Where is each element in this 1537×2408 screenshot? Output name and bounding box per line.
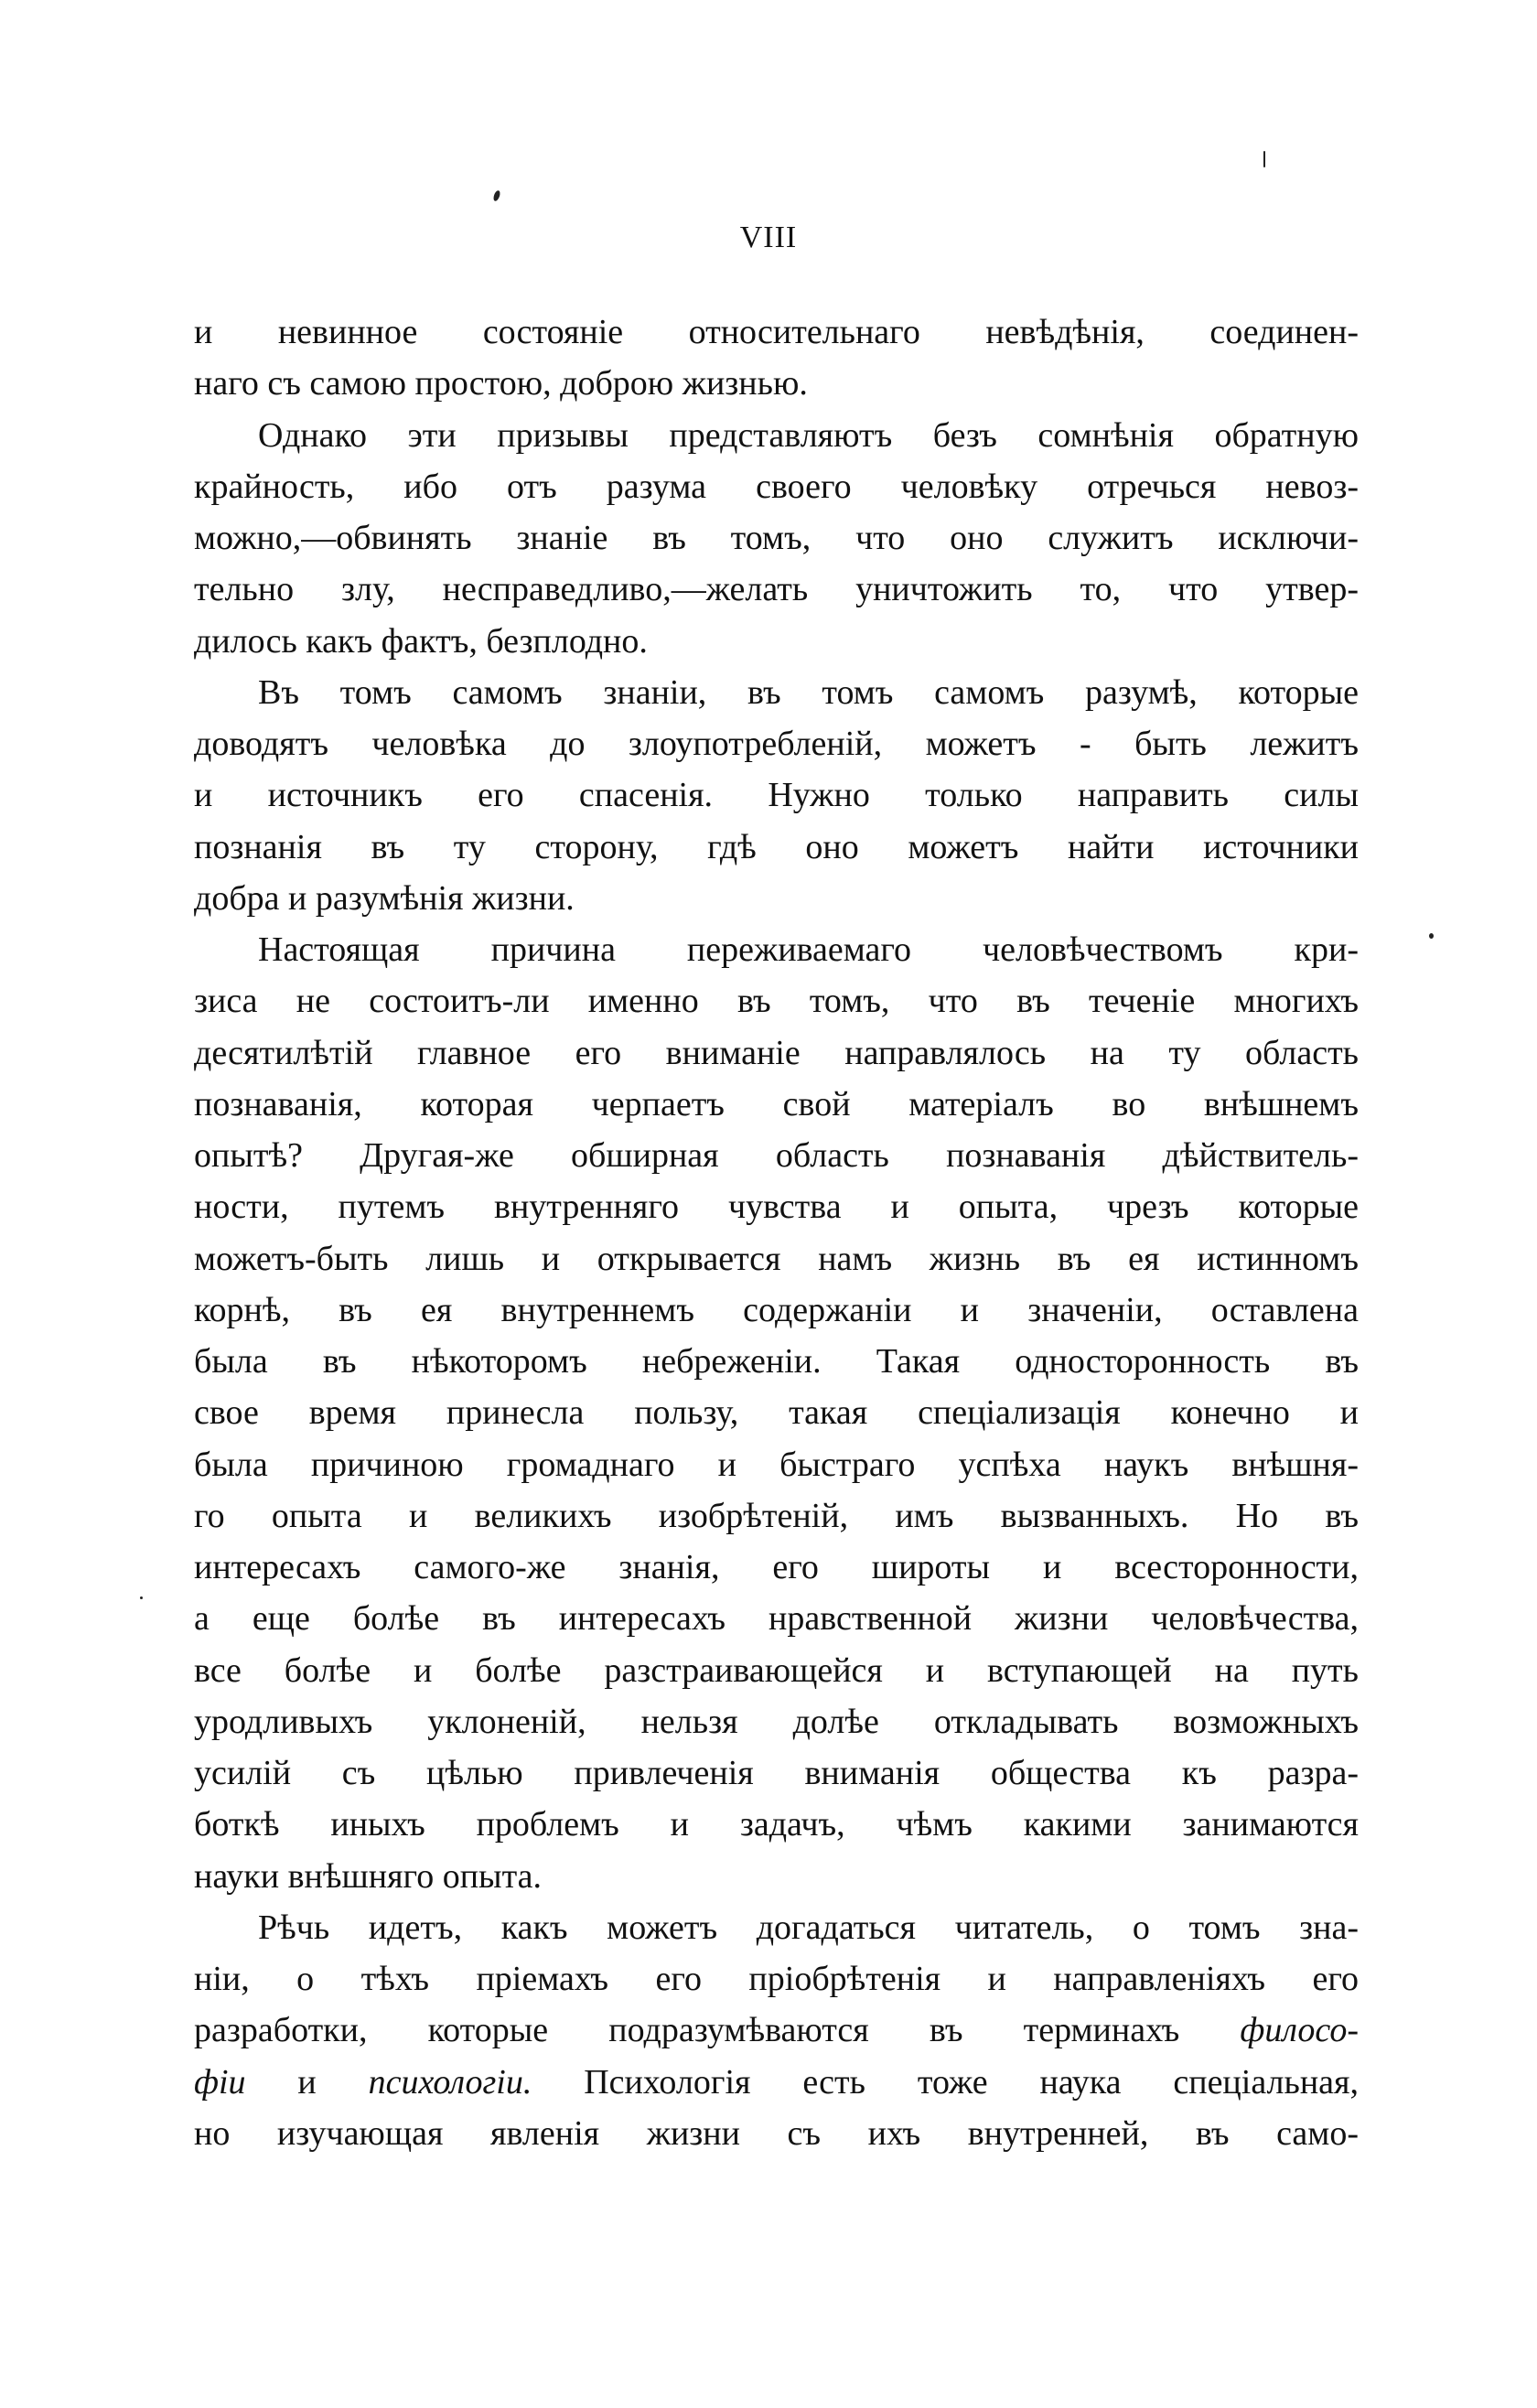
text-line: интересахъ самого-же знанiя, его широты и всесторонности, [194,1548,1359,1586]
text-line: и невинное состоянiе относительнаго невѣдѣнiя, соединен- [194,313,1359,351]
scan-speck [140,1596,143,1599]
italic-term-philosophy-end: фiи [194,2062,246,2102]
text-line: уродливыхъ уклоненiй, нельзя долѣе откладывать возможныхъ [194,1702,1359,1741]
italic-term-psychology: психологiи. [368,2062,532,2102]
text-line: тельно злу, несправедливо,—желать уничтожить то, что утвер- [194,570,1359,609]
text-line: можетъ-быть лишь и открывается намъ жизнь въ ея истинномъ [194,1239,1359,1278]
text-line: познанiя въ ту сторону, гдѣ оно можетъ найти источники [194,827,1359,866]
paragraph-1 [194,306,1359,410]
text-line: опытѣ? Другая-же обширная область познаванiя дѣйствитель- [194,1136,1359,1175]
text-line: наго съ самою простою, доброю жизнью. [194,364,808,403]
text-line: усилiй съ цѣлью привлеченiя вниманiя общества къ разра- [194,1754,1359,1792]
text-line: ности, путемъ внутренняго чувства и опыта, чрезъ которые [194,1188,1359,1227]
text-line: добра и разумѣнiя жизни. [194,878,575,918]
text-line: свое время принесла пользу, такая спецiализацiя конечно и [194,1393,1359,1433]
scan-speck [492,189,501,201]
scan-speck [1263,151,1265,167]
paragraph-3 [194,667,1359,924]
text-line: нiи, о тѣхъ прiемахъ его прiобрѣтенiя и направленiяхъ его [194,1960,1359,1998]
text-line: доводятъ человѣка до злоупотребленiй, можетъ - быть лежитъ [194,725,1359,763]
text-line: Въ томъ самомъ знанiи, въ томъ самомъ разумѣ, которые [258,672,1359,712]
text-line: Рѣчь идетъ, какъ можетъ догадаться читатель, о томъ зна- [258,1908,1359,1947]
text-line [194,2057,1359,2108]
text-line: а еще болѣе въ интересахъ нравственной жизни человѣчества, [194,1599,1359,1639]
text-line: Однако эти призывы представляютъ безъ сомнѣнiя обратную [258,415,1359,455]
text-line: корнѣ, въ ея внутреннемъ содержанiи и значенiи, оставлена [194,1290,1359,1329]
text-line: го опыта и великихъ изобрѣтенiй, имъ вызванныхъ. Но въ [194,1496,1359,1535]
text-line: десятилѣтiй главное его вниманiе направлялось на ту область [194,1033,1359,1072]
text-segment: разработки, которые подразумѣваются въ терминахъ [194,2011,1180,2050]
italic-term-philosophy: филосо- [1240,2011,1359,2050]
text-line: и источникъ его спасенiя. Нужно только направить силы [194,776,1359,815]
text-segment: Психологiя есть тоже наука спецiальная, [532,2062,1359,2102]
text-line: была причиною громаднаго и быстраго успѣха наукъ внѣшня- [194,1445,1359,1484]
paragraph-5 [194,1902,1359,2159]
text-line: но изучающая явленiя жизни съ ихъ внутренней, въ само- [194,2113,1359,2153]
text-line: крайность, ибо отъ разума своего человѣку отречься невоз- [194,467,1359,506]
scan-speck [1429,933,1434,939]
text-line [194,2005,1359,2056]
text-segment: и [245,2062,369,2102]
text-line: все болѣе и болѣе разстраивающейся и вступающей на путь [194,1650,1359,1690]
page-number: VIII [739,220,798,254]
paragraph-4 [194,924,1359,1902]
text-line: зиса не состоитъ-ли именно въ томъ, что въ теченiе многихъ [194,982,1359,1021]
text-line: дилось какъ фактъ, безплодно. [194,621,648,661]
text-line: науки внѣшняго опыта. [194,1856,542,1896]
text-line: познаванiя, которая черпаетъ свой матерiалъ во внѣшнемъ [194,1084,1359,1123]
text-line: боткѣ иныхъ проблемъ и задачъ, чѣмъ какими занимаются [194,1805,1359,1844]
text-line: была въ нѣкоторомъ небреженiи. Такая односторонность въ [194,1342,1359,1381]
text-line: можно,—обвинять знанiе въ томъ, что оно служитъ исключи- [194,519,1359,557]
text-line: Настоящая причина переживаемаго человѣчествомъ кри- [258,930,1359,969]
paragraph-2 [194,410,1359,667]
body-text [194,306,1359,2159]
